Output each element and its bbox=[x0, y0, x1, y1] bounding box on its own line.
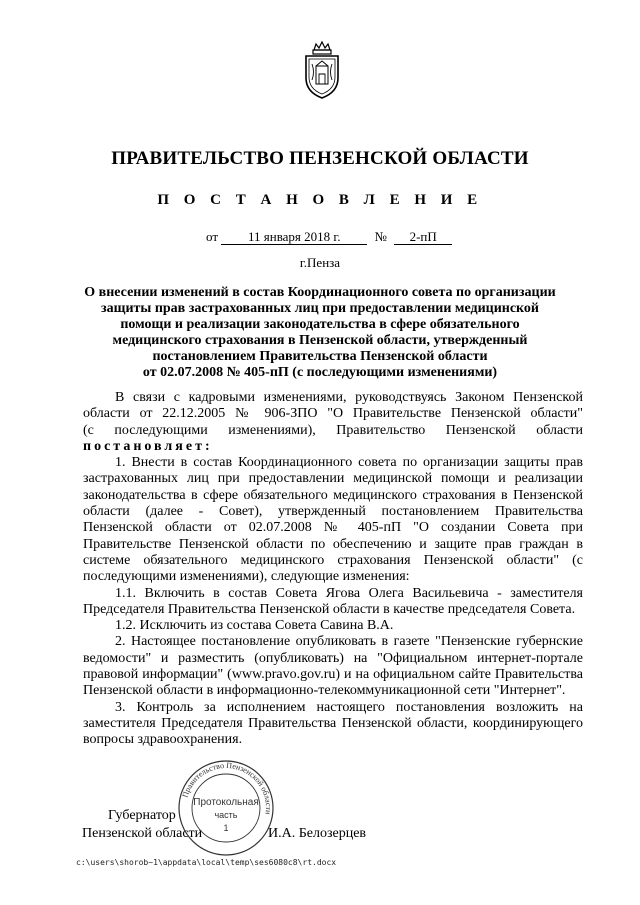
heading-line: постановлением Правительства Пензенской области bbox=[152, 349, 488, 364]
heading-line: защиты прав застрахованных лиц при предоставлении медицинской bbox=[101, 301, 539, 316]
date-prefix: от bbox=[206, 229, 219, 244]
organization-title: ПРАВИТЕЛЬСТВО ПЕНЗЕНСКОЙ ОБЛАСТИ bbox=[111, 148, 529, 169]
document-date: 11 января 2018 г. bbox=[221, 229, 367, 245]
signature-name: И.А. Белозерцев bbox=[268, 826, 367, 841]
stamp-number: 1 bbox=[223, 823, 229, 833]
document-number: 2-пП bbox=[394, 229, 452, 245]
stamp-center-line2: часть bbox=[214, 810, 238, 820]
document-body bbox=[83, 390, 583, 749]
file-path: c:\users\shorob~1\appdata\local\temp\ses6080c8\rt.docx bbox=[76, 858, 337, 867]
stamp-ring-text: Правительство Пензенской области bbox=[180, 760, 274, 815]
item-1-1: 1.1. Включить в состав Совета Ягова Олега Васильевича - заместителя Председателя Правительства Пензенской области в качестве председателя Совета. bbox=[83, 585, 583, 617]
heading-line: помощи и реализации законодательства в сфере обязательного bbox=[120, 317, 520, 332]
signature-title-line2: Пензенской области bbox=[82, 826, 203, 841]
item-3: 3. Контроль за исполнением настоящего постановления возложить на заместителя Председателя Правительства Пензенской области, координирующего вопросы здравоохранения. bbox=[83, 699, 583, 748]
preamble bbox=[83, 390, 583, 439]
item-2: 2. Настоящее постановление опубликовать в газете "Пензенские губернские ведомости" и разместить (опубликовать) на "Официальном интернет-портале правовой информации" (www.pravo.gov.ru) и на официальном сайте Правительства Пензенской области в информационно-телекоммуникационной сети "Интернет". bbox=[83, 634, 583, 699]
seal-stamp bbox=[176, 758, 276, 858]
heading-line: О внесении изменений в состав Координационного совета по организации bbox=[84, 285, 556, 300]
stamp-center-line1: Протокольная bbox=[193, 797, 259, 808]
number-label: № bbox=[374, 229, 387, 244]
document-type-title: П О С Т А Н О В Л Е Н И Е bbox=[157, 192, 483, 208]
heading-line: от 02.07.2008 № 405-пП (с последующими изменениями) bbox=[142, 365, 498, 380]
preamble-line: В связи с кадровыми изменениями, руководствуясь Законом Пензенской bbox=[115, 390, 583, 405]
preamble-line: области от 22.12.2005 № 906-ЗПО "О Правительстве Пензенской области" bbox=[83, 406, 583, 422]
signature-title-line1: Губернатор bbox=[108, 808, 176, 823]
item-1-2: 1.2. Исключить из состава Совета Савина В.А. bbox=[115, 618, 394, 634]
coat-of-arms-icon bbox=[300, 40, 344, 100]
document-heading bbox=[70, 285, 570, 381]
city: г.Пенза bbox=[299, 255, 341, 270]
item-1: 1. Внести в состав Координационного совета по организации защиты прав застрахованных лиц при предоставлении медицинской помощи и реализации законодательства в сфере обязательного медицинского страхования в Пензенской области (далее - Совет), утвержденный постановлением Правительства Пензенской области от 02.07.2008 № 405-пП "О создании Совета при Правительстве Пензенской области по обеспечению и защите прав граждан в системе обязательного медицинского страхования Пензенской области" (с последующими изменениями), следующие изменения: bbox=[83, 455, 583, 585]
resolves-word: постановляет: bbox=[83, 438, 213, 454]
heading-line: медицинского страхования в Пензенской области, утвержденный bbox=[112, 333, 528, 348]
preamble-line: (с последующими изменениями), Правительство Пензенской области bbox=[83, 422, 583, 438]
date-number-line bbox=[206, 229, 452, 245]
